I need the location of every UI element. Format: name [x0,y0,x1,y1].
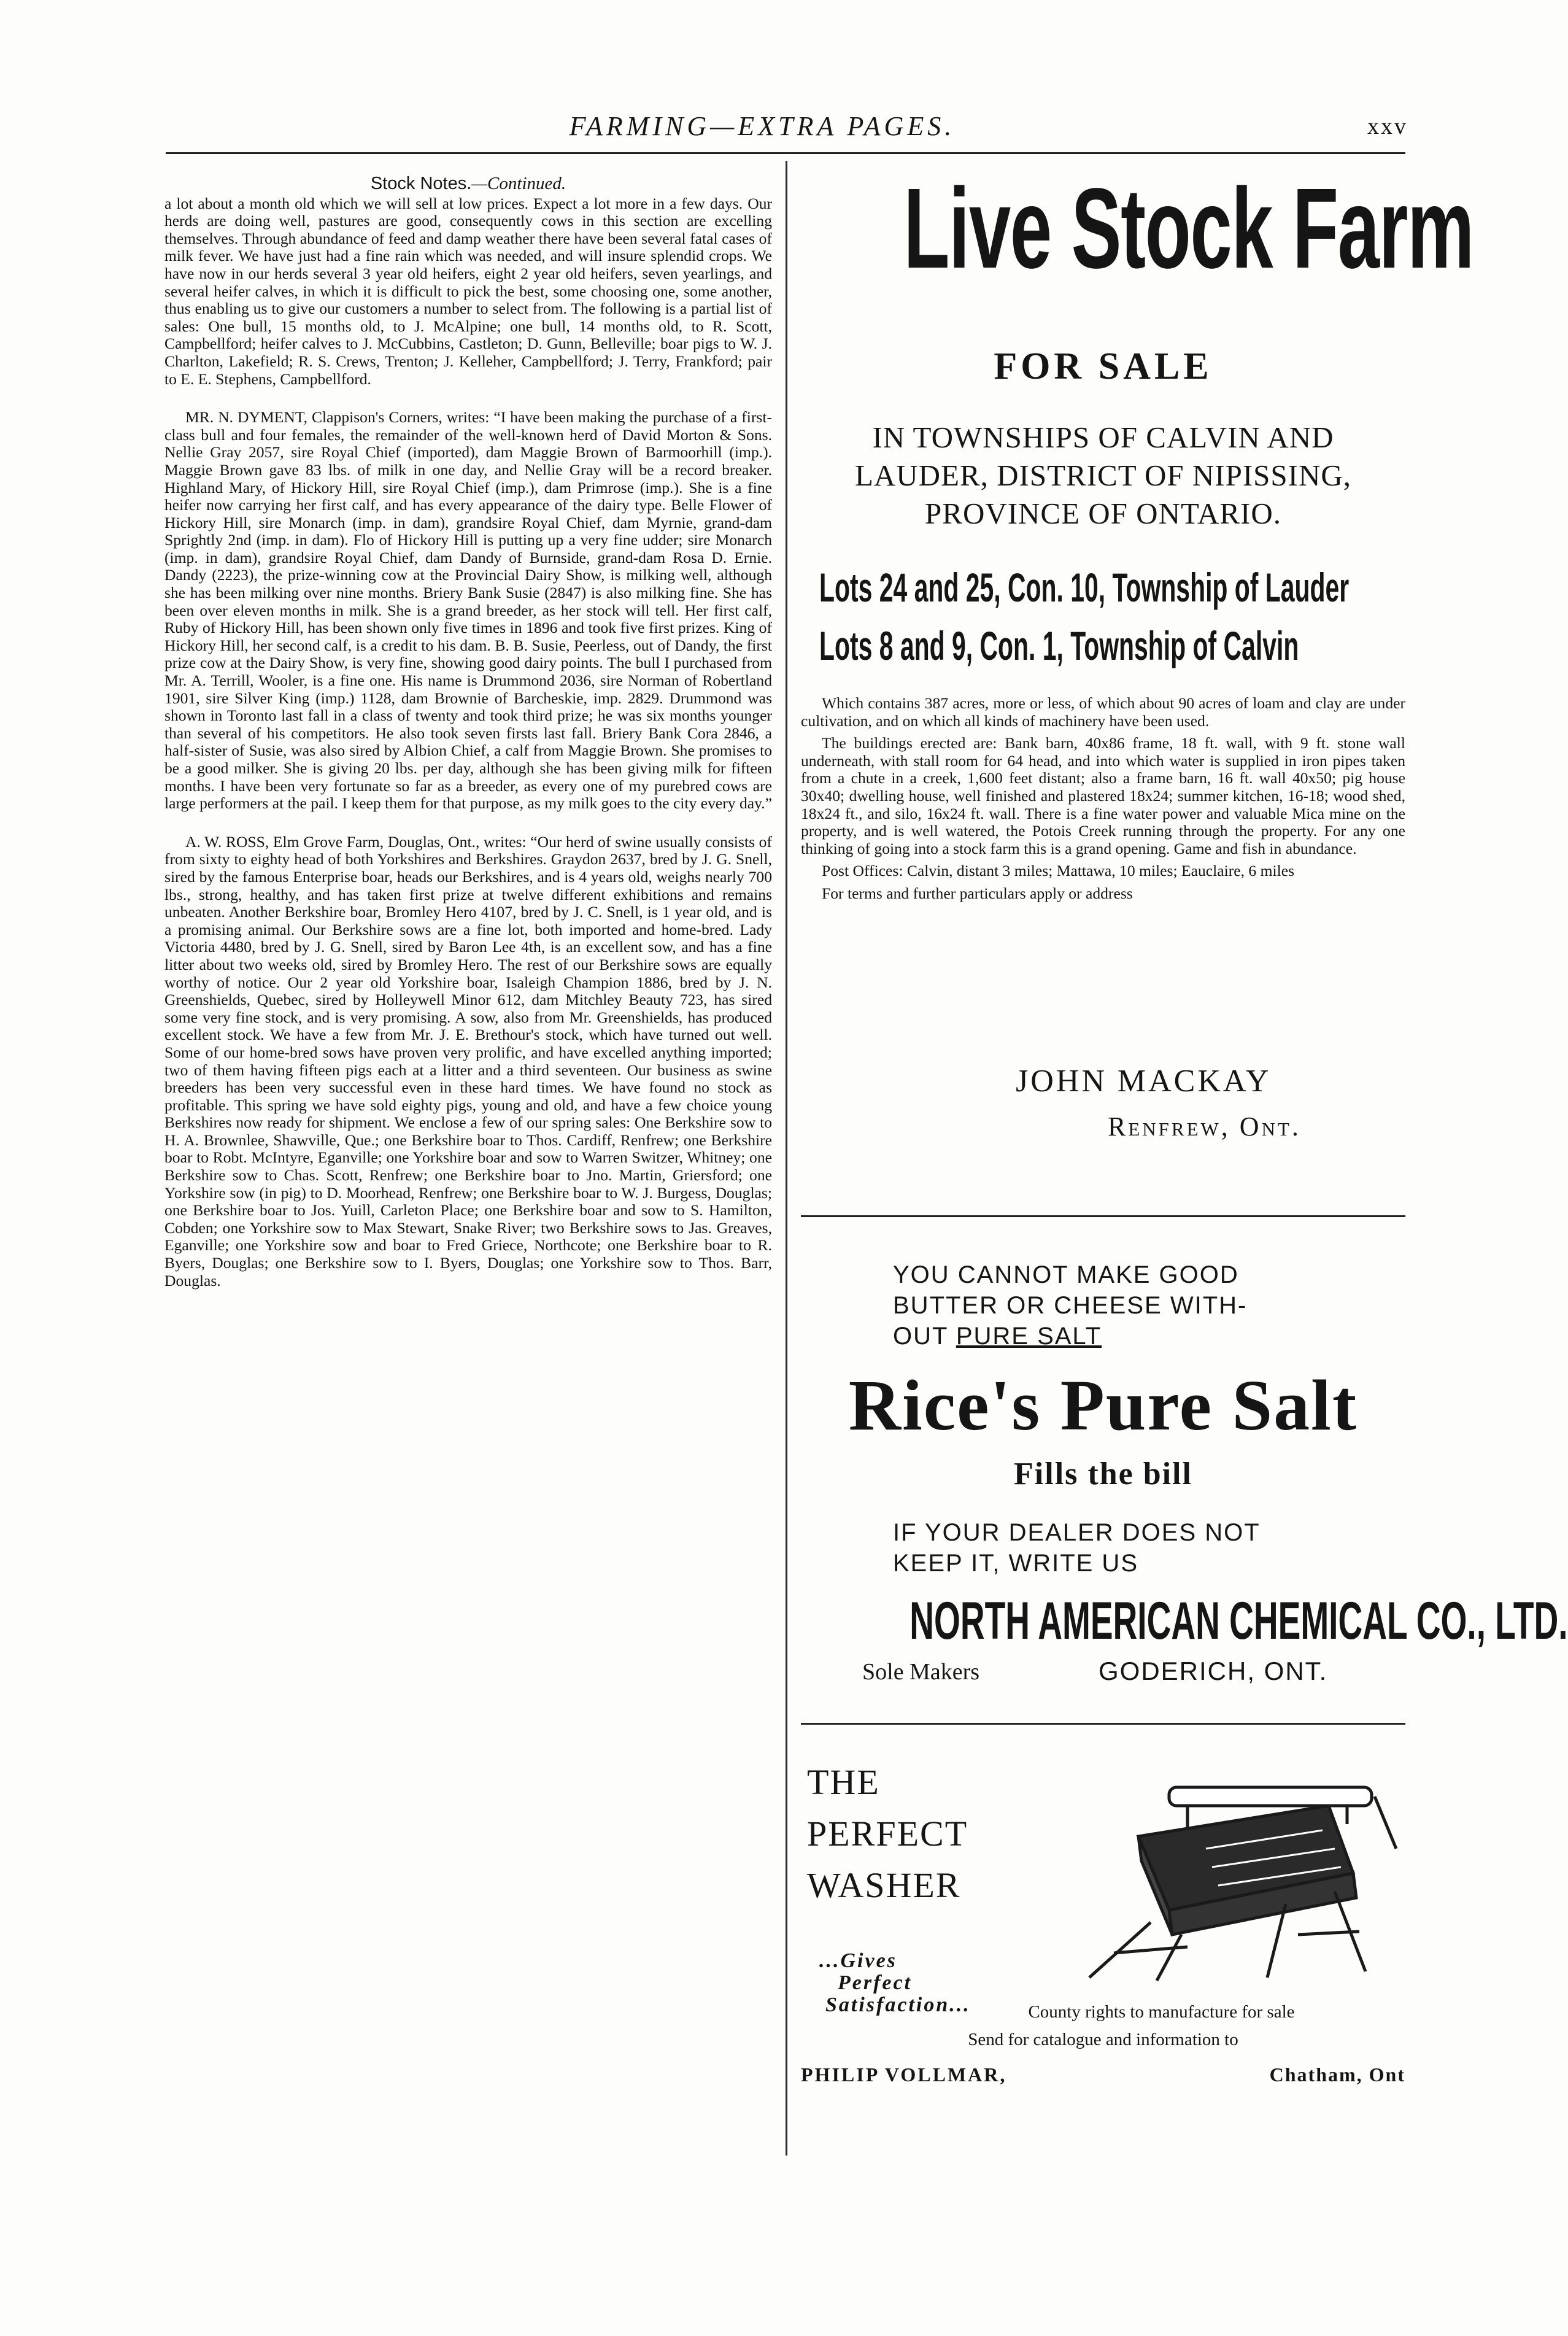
advertisements-column [801,161,1568,2186]
rice-intro-pure-salt: PURE SALT [956,1323,1102,1350]
rice-company-name: NORTH AMERICAN CHEMICAL CO., LTD. [910,1591,1568,1650]
washer-rights: County rights to manufacture for sale [1028,2002,1295,2022]
farm-description-paragraph: The buildings erected are: Bank barn, 40x86 frame, 18 ft. wall, with 9 ft. stone wall underneath, with stall room for 64 head, and into which water is supplied in iron pipes taken from a chute in a creek, 1,600 feet distant; also a frame barn, 16 ft. wall 40x50; pig house 30x40; dwelling house, well finished and plastered 18x24; summer kitchen, 16-18; wood shed, 18x24 ft., and silo, 16x24 ft. wall. There is a fine water power and valuable Mica mine on the property, and is well watered, the Potois Creek running through the property. For any one thinking of going into a stock farm this is a grand opening. Game and fish in abundance. [801,734,1405,857]
rice-intro-line: YOU CANNOT MAKE GOOD [893,1261,1239,1288]
washing-machine-illustration [1065,1781,1399,1984]
washer-title-line: PERFECT [807,1814,968,1854]
location-line: IN TOWNSHIPS OF CALVIN AND [872,420,1334,454]
rice-intro-line [893,1321,1323,1352]
washer-slogan-line: Perfect [838,1971,913,1994]
stock-notes-column [164,175,772,2164]
contact-name: JOHN MACKAY [1016,1064,1272,1099]
terms-line: For terms and further particulars apply or address [822,884,1133,902]
location-line: PROVINCE OF ONTARIO. [925,497,1281,530]
rice-sole-makers: Sole Makers [862,1659,980,1685]
rice-dealer-line: KEEP IT, WRITE US [893,1550,1138,1577]
farm-description-paragraph: Which contains 387 acres, more or less, of which about 90 acres of loam and clay are under cultivation, and on which all kinds of machinery have been used. [801,694,1405,730]
live-stock-farm-title: Live Stock Farm [903,165,1473,292]
rice-intro [893,1259,1323,1352]
rice-tagline: Fills the bill [1014,1456,1192,1491]
for-sale-heading: FOR SALE [994,346,1213,387]
page-title: FARMING—EXTRA PAGES. [569,111,956,141]
stock-notes-heading [164,175,772,193]
lots-line: Lots 24 and 25, Con. 10, Township of Lauder [819,565,1350,610]
washer-maker: PHILIP VOLLMAR, [801,2063,1007,2086]
washer-title [807,1757,968,1911]
washer-title-line: THE [807,1762,880,1802]
location-line: LAUDER, DISTRICT OF NIPISSING, [854,458,1352,492]
rice-dealer-line: IF YOUR DEALER DOES NOT [893,1519,1261,1546]
rice-intro-out: OUT [893,1323,956,1350]
washer-town: Chatham, Ont [1269,2063,1405,2086]
page-number: xxv [1367,114,1408,139]
stock-note-paragraph: A. W. ROSS, Elm Grove Farm, Douglas, Ont., writes: “Our herd of swine usually consists of from sixty to eighty head of both Yorkshires and Berkshires. Graydon 2637, bred by J. G. Snell, sired by the famous Enterprise boar, heads our Berkshires, and is 4 years old, weighs nearly 700 lbs., strong, healthy, and has taken first prize at twelve different exhibitions and remains unbeaten. Another Berkshire boar, Bromley Hero 4107, bred by J. C. Snell, is 1 year old, and is a promising animal. Our Berkshire sows are a fine lot, both imported and home-bred. Lady Victoria 4480, bred by J. G. Snell, sired by Baron Lee 4th, is an excellent sow, and has a fine litter about two weeks old, sired by Bromley Hero. The rest of our Berkshire sows are equally worthy of notice. Our 2 year old Yorkshire boar, Isaleigh Champion 1886, bred by J. N. Greenshields, Quebec, sired by Holleywell Minor 612, dam Mitchley Beauty 723, has sired some very fine stock, and is very promising. A sow, also from Mr. Greenshields, has produced excellent stock. We have a few from Mr. J. E. Brethour's stock, which have turned out well. Some of our home-bred sows have proven very prolific, and have excelled anything imported; two of them having fifteen pigs each at a litter and a third seventeen. Our business as swine breeders has been very successful even in these hard times. We have found no stock as profitable. This spring we have sold eighty pigs, young and old, and have a few choice young Berkshires now ready for shipment. We enclose a few of our spring sales: One Berkshire sow to H. A. Brownlee, Shawville, Que.; one Berkshire boar to Thos. Cardiff, Renfrew; one Berkshire boar to Robt. McIntyre, Eganville; one Yorkshire boar and sow to Warren Switzer, Whitney; one Berkshire sow to Chas. Scott, Renfrew; one Berkshire boar to Jno. Martin, Griersford; one Yorkshire sow (in pig) to D. Moorhead, Renfrew; one Berkshire boar to W. J. Burgess, Douglas; one Berkshire boar to Jos. Yuill, Carleton Place; one Berkshire boar and sow to S. Hamilton, Cobden; one Yorkshire sow to Max Stewart, Snake River; two Berkshire sows to Jas. Greaves, Eganville; one Yorkshire sow and boar to Fred Griece, Northcote; one Berkshire boar to R. Byers, Douglas; one Berkshire sow to I. Byers, Douglas; one Yorkshire sow to Thos. Barr, Douglas. [164,832,772,1290]
rice-town: GODERICH, ONT. [1099,1657,1328,1685]
page-header [117,110,1408,153]
washer-slogan-line: ...Gives [819,1949,897,1972]
washer-slogan-line: Satisfaction... [825,1994,971,2016]
farm-description [801,695,1405,908]
location-block [801,419,1405,533]
washer-title-line: WASHER [807,1865,961,1905]
contact-place: Renfrew, Ont. [1108,1112,1301,1142]
ad-divider [801,1723,1405,1725]
rice-pure-salt-title: Rice's Pure Salt [848,1365,1358,1445]
column-divider [786,161,787,2156]
post-offices: Post Offices: Calvin, distant 3 miles; Mattawa, 10 miles; Eauclaire, 6 miles [822,862,1295,880]
stock-notes-heading-text: Stock Notes. [370,174,472,193]
stock-note-paragraph: a lot about a month old which we will sell at low prices. Expect a lot more in a few days. Our herds are doing well, pastures are good, consequently cows in this section are excelling themselves. Through abundance of feed and damp weather there have been several fatal cases of milk fever. We have just had a fine rain which was needed, and will insure splendid crops. We have now in our herds several 3 year old heifers, eight 2 year old heifers, seven yearlings, and several heifer calves, in which it is difficult to pick the best, some choosing one, some another, thus enabling us to give our customers a number to select from. The following is a partial list of sales: One bull, 15 months old, to J. McAlpine; one bull, 14 months old, to R. Scott, Campbellford; heifer calves to J. McCubbins, Castleton; D. Gunn, Belleville; boar pigs to W. J. Charlton, Lakefield; R. S. Crews, Trenton; J. Kelleher, Campbellford; J. Terry, Frankford; pair to E. E. Stephens, Campbellford. [164,194,772,388]
washer-send: Send for catalogue and information to [968,2030,1238,2049]
header-rule [166,152,1405,154]
lots-line: Lots 8 and 9, Con. 1, Township of Calvin [819,623,1299,668]
rice-dealer-note [893,1517,1384,1579]
stock-notes-heading-suffix: —Continued. [471,174,566,193]
stock-note-paragraph: MR. N. DYMENT, Clappison's Corners, writes: “I have been making the purchase of a first-class bull and four females, the remainder of the well-known herd of David Morton & Sons. Nellie Gray 2057, sire Royal Chief (imported), dam Maggie Brown of Barmoorhill (imp.). Maggie Brown gave 83 lbs. of milk in one day, and Nellie Gray will be a record breaker. Highland Mary, of Hickory Hill, sire Royal Chief (imp.), dam Primrose (imp.). She is a fine heifer now carrying her first calf, and has every appearance of the dairy type. Belle Flower of Hickory Hill, sire Monarch (imp. in dam), grandsire Royal Chief, dam Myrnie, grand-dam Sprightly 2nd (imp. in dam). Flo of Hickory Hill is putting up a very fine udder; sire Monarch (imp. in dam), grandsire Royal Chief, dam Dandy of Burnside, grand-dam Rosa D. Ernie. Dandy (2223), the prize-winning cow at the Provincial Dairy Show, is milking well, although she has been milking over nine months. Briery Bank Susie (2847) is also milking fine. She has been over eleven months in milk. She is a grand breeder, as her stock will tell. Her first calf, Ruby of Hickory Hill, has been shown only five times in 1896 and took five first prizes. King of Hickory Hill, her second calf, is a credit to his dam. B. B. Susie, Peerless, out of Dandy, the first prize cow at the Dairy Show, is very fine, showing good dairy points. The bull I purchased from Mr. A. Terrill, Wooler, is a fine one. His name is Drummond 2036, sire Norman of Robertland 1901, sire Silver King (imp.) 1128, dam Brownie of Barcheskie, imp. 2829. Drummond was shown in Toronto last fall in a class of twenty and took third prize; he was six months younger than several of his competitors. He also took seven firsts last fall. Briery Bank Cora 2846, a half-sister of Susie, was also sired by Albion Chief, a calf from Maggie Brown. She promises to be a good milker. She is giving 20 lbs. per day, although she has been giving milk for fifteen months. I have been very fortunate so far as a breeder, as every one of my purebred cows are large performers at the pail. I keep them for that purpose, as my milk goes to the city every day.” [164,408,773,813]
rice-intro-line: BUTTER OR CHEESE WITH- [893,1292,1248,1319]
live-stock-farm-ad [801,161,1473,1167]
ad-divider [801,1215,1405,1217]
